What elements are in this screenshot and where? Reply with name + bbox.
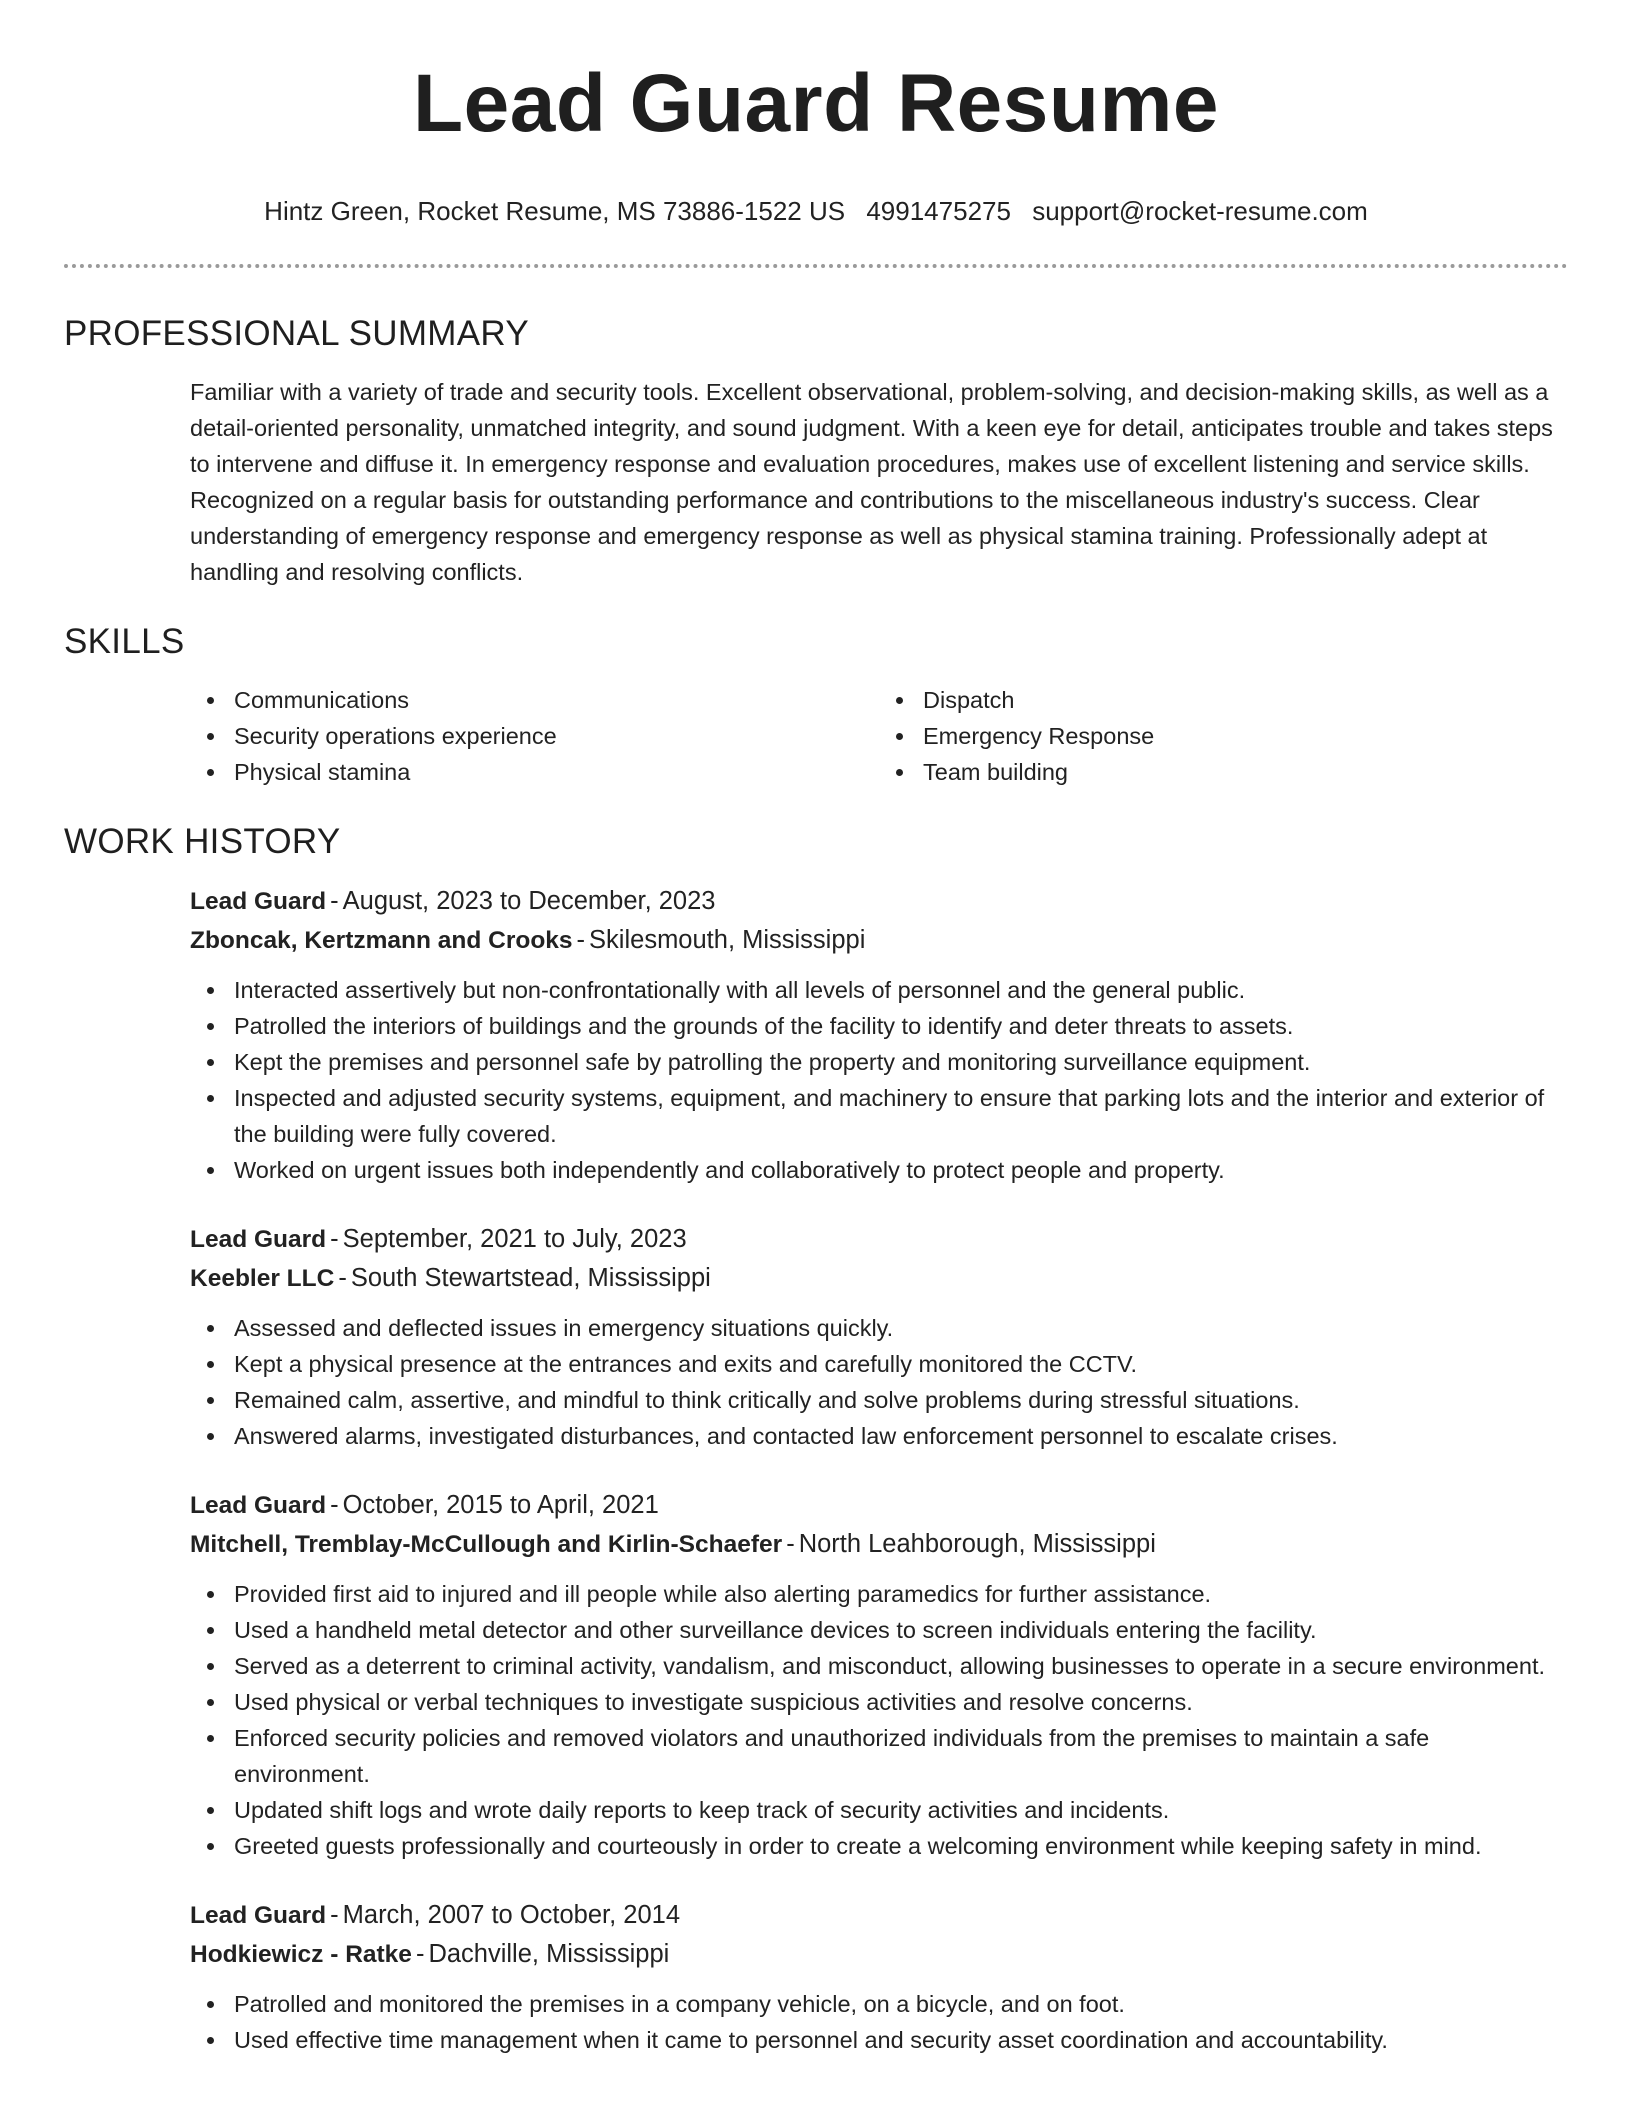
skill-item: Security operations experience xyxy=(190,718,879,754)
job-duty: Greeted guests professionally and courteously in order to create a welcoming environment while keeping safety in mind. xyxy=(190,1828,1568,1864)
job-duty: Remained calm, assertive, and mindful to think critically and solve problems during stressful situations. xyxy=(190,1382,1568,1418)
skills-column-left xyxy=(190,682,879,790)
job-role-line: Lead Guard - October, 2015 to April, 2021 xyxy=(190,1491,659,1519)
job-company-line: Mitchell, Tremblay-McCullough and Kirlin-Schaefer - North Leahborough, Mississippi xyxy=(190,1530,1156,1558)
job-role-line: Lead Guard - August, 2023 to December, 2023 xyxy=(190,887,716,915)
job-entry xyxy=(190,1486,1568,1864)
job-company: Keebler LLC xyxy=(190,1265,335,1292)
job-duty: Inspected and adjusted security systems, equipment, and machinery to ensure that parking lots and the interior and exterior of the building were fully covered. xyxy=(190,1080,1568,1152)
contact-line xyxy=(64,194,1568,228)
job-dates: March, 2007 to October, 2014 xyxy=(342,1901,681,1929)
job-duties xyxy=(190,1310,1568,1454)
skill-item: Communications xyxy=(190,682,879,718)
job-duty: Served as a deterrent to criminal activity, vandalism, and misconduct, allowing businesses to operate in a secure environment. xyxy=(190,1648,1568,1684)
job-company: Hodkiewicz - Ratke xyxy=(190,1941,412,1968)
contact-address: Hintz Green, Rocket Resume, MS 73886-1522 US xyxy=(264,196,846,226)
skill-item: Emergency Response xyxy=(879,718,1568,754)
skill-item: Dispatch xyxy=(879,682,1568,718)
job-dates: October, 2015 to April, 2021 xyxy=(342,1491,659,1519)
job-dates: August, 2023 to December, 2023 xyxy=(342,887,716,915)
job-role-line: Lead Guard - March, 2007 to October, 2014 xyxy=(190,1901,681,1929)
job-location: Dachville, Mississippi xyxy=(428,1940,670,1968)
skill-item: Physical stamina xyxy=(190,754,879,790)
job-duty: Enforced security policies and removed violators and unauthorized individuals from the premises to maintain a safe environment. xyxy=(190,1720,1568,1792)
job-duty: Assessed and deflected issues in emergency situations quickly. xyxy=(190,1310,1568,1346)
job-duty: Used effective time management when it came to personnel and security asset coordination and accountability. xyxy=(190,2022,1568,2058)
job-location: North Leahborough, Mississippi xyxy=(798,1530,1156,1558)
job-location: South Stewartstead, Mississippi xyxy=(350,1264,711,1292)
job-entry xyxy=(190,1220,1568,1454)
job-duty: Used physical or verbal techniques to investigate suspicious activities and resolve concerns. xyxy=(190,1684,1568,1720)
job-duty: Kept a physical presence at the entrances and exits and carefully monitored the CCTV. xyxy=(190,1346,1568,1382)
contact-phone: 4991475275 xyxy=(866,196,1011,226)
job-duties xyxy=(190,972,1568,1188)
skill-item: Team building xyxy=(879,754,1568,790)
contact-email: support@rocket-resume.com xyxy=(1032,196,1368,226)
job-duties xyxy=(190,1576,1568,1864)
job-duty: Worked on urgent issues both independently and collaboratively to protect people and property. xyxy=(190,1152,1568,1188)
job-role-line: Lead Guard - September, 2021 to July, 2023 xyxy=(190,1225,687,1253)
job-duty: Kept the premises and personnel safe by patrolling the property and monitoring surveillance equipment. xyxy=(190,1044,1568,1080)
job-duties xyxy=(190,1986,1568,2058)
job-location: Skilesmouth, Mississippi xyxy=(589,926,866,954)
job-company: Zboncak, Kertzmann and Crooks xyxy=(190,927,573,954)
summary-heading: PROFESSIONAL SUMMARY xyxy=(64,314,529,353)
job-duty: Updated shift logs and wrote daily reports to keep track of security activities and incidents. xyxy=(190,1792,1568,1828)
job-duty: Used a handheld metal detector and other surveillance devices to screen individuals entering the facility. xyxy=(190,1612,1568,1648)
skills-column-right xyxy=(879,682,1568,790)
job-entry xyxy=(190,882,1568,1188)
resume-title: Lead Guard Resume xyxy=(413,58,1219,149)
job-company-line: Hodkiewicz - Ratke - Dachville, Mississippi xyxy=(190,1940,670,1968)
job-company-line: Keebler LLC - South Stewartstead, Mississippi xyxy=(190,1264,711,1292)
header-divider xyxy=(64,264,1568,268)
job-company-line: Zboncak, Kertzmann and Crooks - Skilesmouth, Mississippi xyxy=(190,926,866,954)
job-company: Mitchell, Tremblay-McCullough and Kirlin-Schaefer xyxy=(190,1531,783,1558)
job-duty: Answered alarms, investigated disturbances, and contacted law enforcement personnel to escalate crises. xyxy=(190,1418,1568,1454)
job-role: Lead Guard xyxy=(190,888,327,915)
job-role: Lead Guard xyxy=(190,1492,327,1519)
work-history-heading: WORK HISTORY xyxy=(64,822,341,861)
job-duty: Patrolled the interiors of buildings and the grounds of the facility to identify and deter threats to assets. xyxy=(190,1008,1568,1044)
skills-heading: SKILLS xyxy=(64,622,185,661)
job-duty: Patrolled and monitored the premises in a company vehicle, on a bicycle, and on foot. xyxy=(190,1986,1568,2022)
job-duty: Interacted assertively but non-confrontationally with all levels of personnel and the general public. xyxy=(190,972,1568,1008)
summary-text: Familiar with a variety of trade and security tools. Excellent observational, problem-solving, and decision-making skills, as well as a detail-oriented personality, unmatched integrity, and sound judgment. With a keen eye for detail, anticipates trouble and takes steps to intervene and diffuse it. In emergency response and evaluation procedures, makes use of excellent listening and service skills. Recognized on a regular basis for outstanding performance and contributions to the miscellaneous industry's success. Clear understanding of emergency response and emergency response as well as physical stamina training. Professionally adept at handling and resolving conflicts. xyxy=(190,379,1553,585)
job-role: Lead Guard xyxy=(190,1226,327,1253)
job-role: Lead Guard xyxy=(190,1902,327,1929)
skills-list xyxy=(190,682,1568,790)
job-dates: September, 2021 to July, 2023 xyxy=(342,1225,687,1253)
job-entry xyxy=(190,1896,1568,2058)
job-duty: Provided first aid to injured and ill people while also alerting paramedics for further assistance. xyxy=(190,1576,1568,1612)
